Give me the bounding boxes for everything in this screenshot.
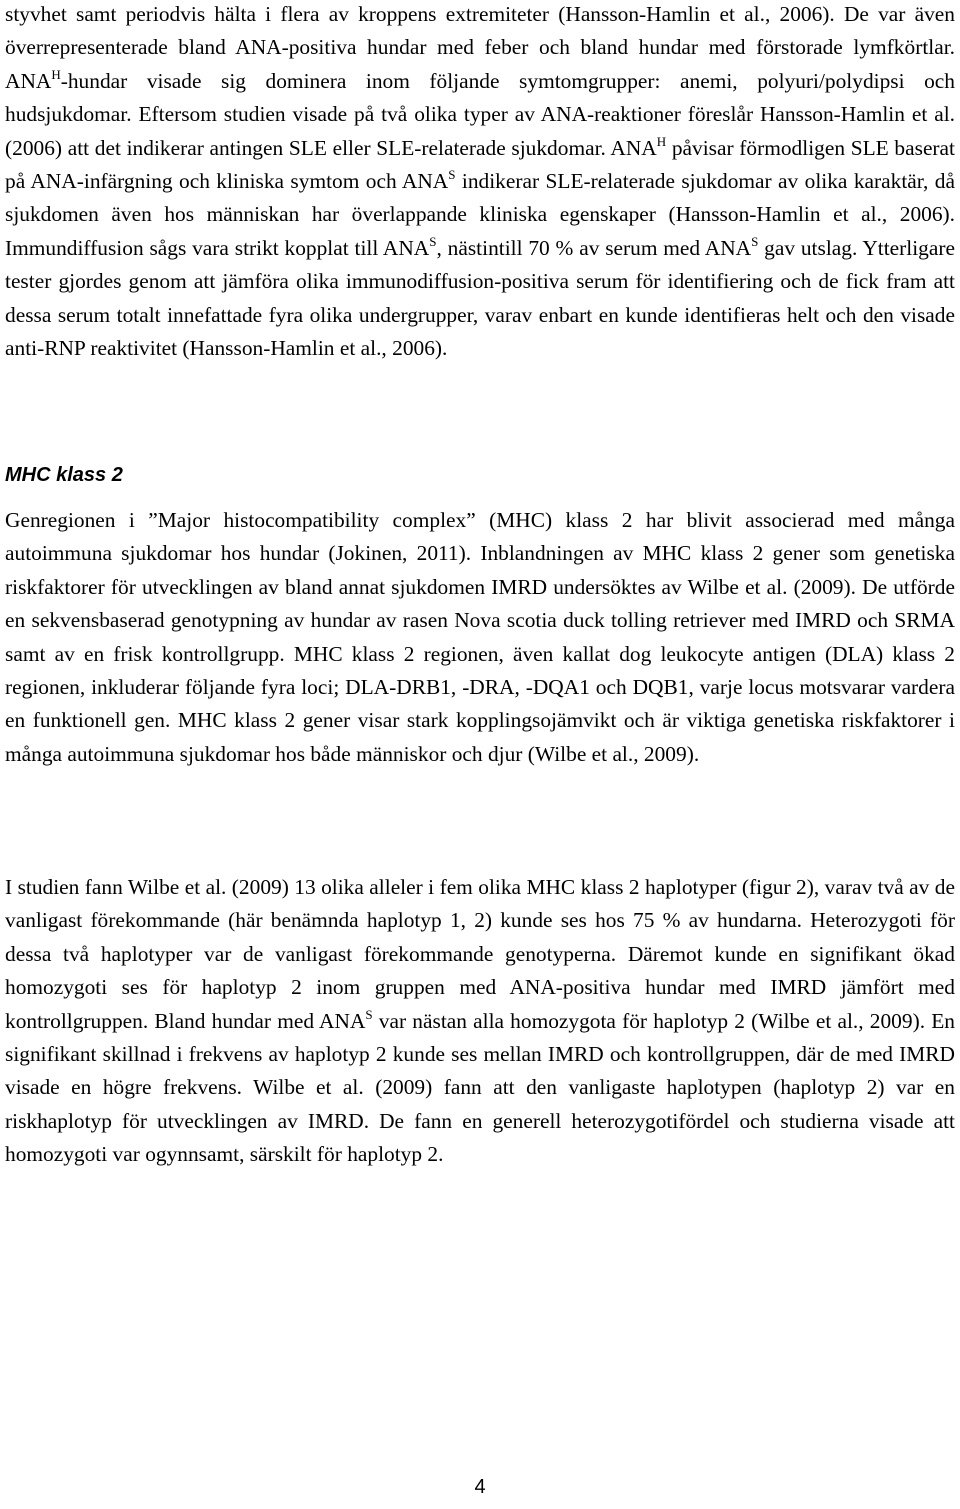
body-paragraph: Genregionen i ”Major histocompatibility complex” (MHC) klass 2 har blivit associerad med många autoimmuna sjukdomar hos hundar (Jokinen, 2011). Inblandningen av MHC klass 2 gener som genetiska riskfaktorer för utvecklingen av bland annat sjukdomen IMRD undersöktes av Wilbe et al. (2009). De utförde en sekvensbaserad genotypning av hundar av rasen Nova scotia duck tolling retriever med IMRD och SRMA samt av en frisk kontrollgrupp. MHC klass 2 regionen, även kallat dog leukocyte antigen (DLA) klass 2 regionen, inkluderar följande fyra loci; DLA-DRB1, -DRA, -DQA1 och DQB1, varje locus motsvarar vardera en funktionell gen. MHC klass 2 gener visar stark kopplingsojämvikt och är viktiga genetiska riskfaktorer i många autoimmuna sjukdomar hos både människor och djur (Wilbe et al., 2009).	[5, 508, 955, 766]
text-run: indikerar SLE-relaterade sjukdomar av olika karaktär, då sjukdomen även hos människan har överlappande kliniska egenskaper (Hansson-Hamlin et al., 2006). Immundiffusion sågs vara strikt kopplat till ANA	[5, 169, 955, 260]
text-run: -hundar visade sig dominera inom följande symtomgrupper: anemi, polyuri/polydipsi och hudsjukdomar. Eftersom studien visade på två olika typer av ANA-reaktioner föreslår Hansson-Hamlin et al. (2006) att det indikerar antingen SLE eller SLE-relaterade sjukdomar. ANA	[5, 68, 955, 160]
superscript: S	[448, 167, 456, 183]
text-run: , nästintill 70 % av serum med ANA	[436, 235, 752, 260]
superscript: S	[365, 1006, 373, 1022]
superscript: S	[429, 233, 437, 249]
section-heading: MHC klass 2	[5, 464, 123, 486]
text-run: styvhet samt periodvis hälta i flera av kroppens extremiteter (Hansson-Hamlin et al., 2006). De var även överrepresenterade bland ANA-positiva hundar med feber och bland hundar med förstorade lymfkörtlar. ANA	[5, 2, 955, 93]
body-paragraph	[5, 871, 955, 1172]
superscript: H	[51, 66, 61, 82]
text-run: var nästan alla homozygota för haplotyp 2 (Wilbe et al., 2009). En signifikant skillnad i frekvens av haplotyp 2 kunde ses mellan IMRD och kontrollgruppen, där de med IMRD visade en högre frekvens. Wilbe et al. (2009) fann att den vanligaste haplotypen (haplotyp 2) var en riskhaplotyp för utvecklingen av IMRD. De fann en generell heterozygotifördel och studierna visade att homozygoti var ogynnsamt, särskilt för haplotyp 2.	[5, 1008, 955, 1167]
text-run: I studien fann Wilbe et al. (2009) 13 olika alleler i fem olika MHC klass 2 haplotyper (figur 2), varav två av de vanligast förekommande (här benämnda haplotyp 1, 2) kunde ses hos 75 % av hundarna. Heterozygoti för dessa två haplotyper var de vanligast förekommande genotyperna. Däremot kunde en signifikant ökad homozygoti ses för haplotyp 2 inom gruppen med ANA-positiva hundar med IMRD jämfört med kontrollgruppen. Bland hundar med ANA	[5, 875, 955, 1033]
text-run: påvisar förmodligen SLE baserat på ANA-infärgning och kliniska symtom och ANA	[5, 135, 955, 194]
superscript: H	[656, 133, 667, 149]
text-run: gav utslag. Ytterligare tester gjordes genom att jämföra olika immunodiffusion-positiva serum för identifiering och de fick fram att dessa serum totalt innefattade fyra olika undergrupper, varav enbart en kunde identifieras helt och den visade anti-RNP reaktivitet (Hansson-Hamlin et al., 2006).	[5, 235, 955, 361]
superscript: S	[751, 233, 759, 249]
body-paragraph	[5, 0, 955, 365]
page-number: 4	[474, 1476, 486, 1498]
